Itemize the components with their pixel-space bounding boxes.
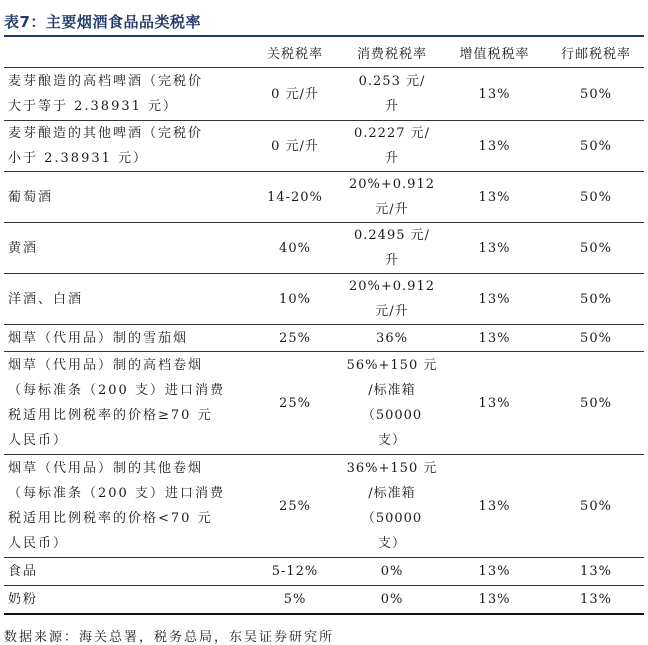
header-vat: 增值税税率 bbox=[441, 37, 548, 68]
table-row bbox=[4, 274, 644, 325]
table-row bbox=[4, 325, 644, 352]
consumption-tax-cell: 36%+150 元 /标准箱 （50000 支） bbox=[343, 455, 441, 558]
vat-cell: 13% bbox=[441, 172, 548, 223]
postal-tax-cell: 13% bbox=[548, 586, 644, 614]
postal-tax-cell: 13% bbox=[548, 558, 644, 586]
vat-cell: 13% bbox=[441, 68, 548, 121]
table-row bbox=[4, 455, 644, 558]
tariff-cell: 10% bbox=[247, 274, 343, 325]
header-row bbox=[4, 37, 644, 68]
category-cell: 葡萄酒 bbox=[4, 172, 247, 223]
category-cell: 奶粉 bbox=[4, 586, 247, 614]
consumption-tax-cell: 20%+0.912 元/升 bbox=[343, 274, 441, 325]
tariff-cell: 5% bbox=[247, 586, 343, 614]
consumption-tax-cell: 0% bbox=[343, 586, 441, 614]
postal-tax-cell: 50% bbox=[548, 274, 644, 325]
header-postal-tax: 行邮税税率 bbox=[548, 37, 644, 68]
category-cell: 麦芽酿造的高档啤酒（完税价 大于等于 2.38931 元） bbox=[4, 68, 247, 121]
consumption-tax-cell: 0.2495 元/ 升 bbox=[343, 223, 441, 274]
header-tariff: 关税税率 bbox=[247, 37, 343, 68]
consumption-tax-cell: 36% bbox=[343, 325, 441, 352]
header-consumption-tax: 消费税税率 bbox=[343, 37, 441, 68]
table-row bbox=[4, 558, 644, 586]
vat-cell: 13% bbox=[441, 274, 548, 325]
source-note: 数据来源：海关总署，税务总局，东吴证券研究所 bbox=[4, 630, 335, 645]
consumption-tax-cell: 0.253 元/ 升 bbox=[343, 68, 441, 121]
tariff-cell: 25% bbox=[247, 352, 343, 455]
consumption-tax-cell: 0% bbox=[343, 558, 441, 586]
postal-tax-cell: 50% bbox=[548, 325, 644, 352]
tariff-cell: 5-12% bbox=[247, 558, 343, 586]
postal-tax-cell: 50% bbox=[548, 352, 644, 455]
tariff-cell: 25% bbox=[247, 455, 343, 558]
tariff-cell: 14-20% bbox=[247, 172, 343, 223]
vat-cell: 13% bbox=[441, 352, 548, 455]
tariff-cell: 40% bbox=[247, 223, 343, 274]
category-cell: 食品 bbox=[4, 558, 247, 586]
vat-cell: 13% bbox=[441, 455, 548, 558]
table-row bbox=[4, 352, 644, 455]
table-row bbox=[4, 223, 644, 274]
vat-cell: 13% bbox=[441, 325, 548, 352]
table-row bbox=[4, 172, 644, 223]
vat-cell: 13% bbox=[441, 223, 548, 274]
tax-rate-table bbox=[4, 37, 644, 615]
tariff-cell: 0 元/升 bbox=[247, 121, 343, 172]
header-category bbox=[4, 37, 247, 68]
category-cell: 烟草（代用品）制的雪茄烟 bbox=[4, 325, 247, 352]
vat-cell: 13% bbox=[441, 586, 548, 614]
category-cell: 烟草（代用品）制的高档卷烟 （每标准条（200 支）进口消费 税适用比例税率的价格≥70 元 人民币） bbox=[4, 352, 247, 455]
tariff-cell: 25% bbox=[247, 325, 343, 352]
postal-tax-cell: 50% bbox=[548, 172, 644, 223]
vat-cell: 13% bbox=[441, 121, 548, 172]
consumption-tax-cell: 0.2227 元/ 升 bbox=[343, 121, 441, 172]
category-cell: 麦芽酿造的其他啤酒（完税价 小于 2.38931 元） bbox=[4, 121, 247, 172]
consumption-tax-cell: 20%+0.912 元/升 bbox=[343, 172, 441, 223]
postal-tax-cell: 50% bbox=[548, 121, 644, 172]
postal-tax-cell: 50% bbox=[548, 223, 644, 274]
table-row bbox=[4, 121, 644, 172]
postal-tax-cell: 50% bbox=[548, 68, 644, 121]
table-row bbox=[4, 68, 644, 121]
tariff-cell: 0 元/升 bbox=[247, 68, 343, 121]
consumption-tax-cell: 56%+150 元 /标准箱 （50000 支） bbox=[343, 352, 441, 455]
vat-cell: 13% bbox=[441, 558, 548, 586]
category-cell: 黄酒 bbox=[4, 223, 247, 274]
table-row bbox=[4, 586, 644, 614]
category-cell: 洋酒、白酒 bbox=[4, 274, 247, 325]
postal-tax-cell: 50% bbox=[548, 455, 644, 558]
table-title: 表7：主要烟酒食品品类税率 bbox=[4, 13, 201, 31]
category-cell: 烟草（代用品）制的其他卷烟 （每标准条（200 支）进口消费 税适用比例税率的价格<70 元 人民币） bbox=[4, 455, 247, 558]
